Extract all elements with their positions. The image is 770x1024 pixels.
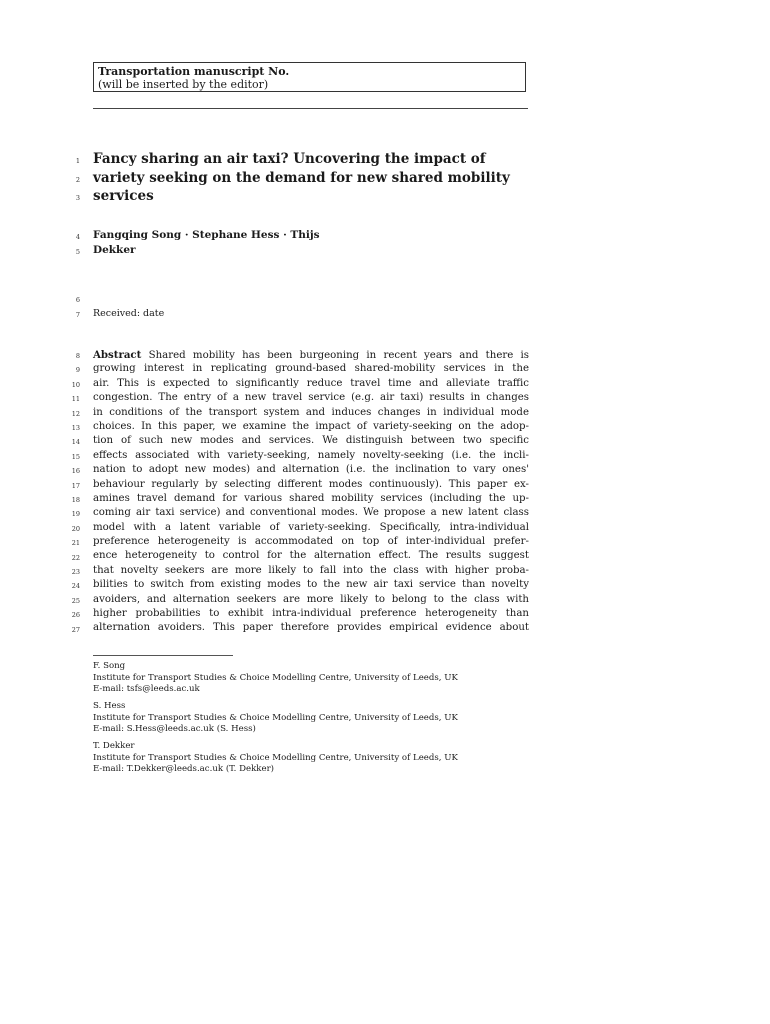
title-line: variety seeking on the demand for new shared mobility <box>93 169 510 186</box>
abstract-line: higher probabilities to exhibit intra-individual preference heterogeneity than <box>93 608 529 620</box>
line-number: 2 <box>75 176 80 184</box>
title-line: Fancy sharing an air taxi? Uncovering the impact of <box>93 151 486 167</box>
line-number: 5 <box>75 248 80 256</box>
line-number: 7 <box>75 311 80 319</box>
footnote-affiliation: Institute for Transport Studies & Choice Modelling Centre, University of Leeds, UK <box>93 712 458 723</box>
footnote-affiliation: Institute for Transport Studies & Choice Modelling Centre, University of Leeds, UK <box>93 672 458 683</box>
abstract <box>93 348 529 636</box>
abstract-line: in conditions of the transport system and induces changes in individual mode <box>93 406 529 418</box>
abstract-line: bilities to switch from existing modes to the new air taxi service than novelty <box>93 579 529 591</box>
line-number: 11 <box>71 395 80 403</box>
abstract-line: alternation avoiders. This paper therefore provides empirical evidence about <box>93 622 529 634</box>
footnote-dekker <box>93 741 523 776</box>
footnote-name: F. Song <box>93 661 126 671</box>
line-number: 10 <box>71 381 80 389</box>
line-number: 24 <box>71 582 80 590</box>
line-number: 17 <box>71 482 80 490</box>
line-number: 23 <box>71 568 80 576</box>
line-number: 1 <box>75 157 80 165</box>
line-number: 21 <box>71 539 80 547</box>
paper-title <box>93 150 533 206</box>
line-number: 9 <box>75 366 80 374</box>
abstract-line: amines travel demand for various shared mobility services (including the up- <box>93 492 529 504</box>
abstract-line: tion of such new modes and services. We distinguish between two specific <box>93 435 529 447</box>
abstract-line: behaviour regularly by selecting different modes continuously). This paper ex- <box>93 478 529 490</box>
header-rule <box>93 108 528 109</box>
line-number: 15 <box>71 453 80 461</box>
line-number: 25 <box>71 597 80 605</box>
abstract-line: model with a latent variable of variety-seeking. Specifically, intra-individual <box>93 521 529 533</box>
abstract-text: Shared mobility has been burgeoning in recent years and there is <box>148 350 529 361</box>
author-line: Fangqing Song · Stephane Hess · Thijs <box>93 229 320 241</box>
title-line: services <box>93 188 154 204</box>
line-number: 27 <box>71 626 80 634</box>
author-line: Dekker <box>93 244 136 256</box>
line-number: 12 <box>71 410 80 418</box>
footnote-email: E-mail: T.Dekker@leeds.ac.uk (T. Dekker) <box>93 764 275 775</box>
line-number: 20 <box>71 525 80 533</box>
line-number: 4 <box>75 233 80 241</box>
line-number: 22 <box>71 554 80 562</box>
abstract-line: nation to adopt new modes) and alternation (i.e. the inclination to vary ones' <box>93 464 529 476</box>
line-number: 13 <box>71 424 80 432</box>
line-number: 18 <box>71 496 80 504</box>
manuscript-label: Transportation manuscript No. <box>98 65 290 78</box>
footnote-name: S. Hess <box>93 701 126 711</box>
line-number: 3 <box>75 194 80 202</box>
abstract-line: avoiders, and alternation seekers are more likely to belong to the class with <box>93 593 529 605</box>
abstract-line: congestion. The entry of a new travel service (e.g. air taxi) results in changes <box>93 392 529 404</box>
line-number: 6 <box>75 296 80 304</box>
line-number: 16 <box>71 467 80 475</box>
line-number: 14 <box>71 438 80 446</box>
editor-note: (will be inserted by the editor) <box>98 78 269 91</box>
footnote-email: E-mail: S.Hess@leeds.ac.uk (S. Hess) <box>93 724 256 735</box>
manuscript-header-box <box>93 62 526 92</box>
abstract-line: preference heterogeneity is accommodated on top of inter-individual prefer- <box>93 536 529 548</box>
footnote-hess <box>93 701 523 736</box>
received-date: Received: date <box>93 308 165 319</box>
footnote-rule <box>93 655 233 656</box>
abstract-line: coming air taxi service) and conventional modes. We propose a new latent class <box>93 507 529 519</box>
line-number: 26 <box>71 611 80 619</box>
author-list <box>93 228 393 258</box>
footnote-email: E-mail: tsfs@leeds.ac.uk <box>93 684 200 695</box>
abstract-line: growing interest in replicating ground-based shared-mobility services in the <box>93 363 529 375</box>
abstract-line: choices. In this paper, we examine the impact of variety-seeking on the adop- <box>93 420 529 432</box>
abstract-line: ence heterogeneity to control for the alternation effect. The results suggest <box>93 550 529 562</box>
abstract-label: Abstract <box>93 349 142 361</box>
footnote-name: T. Dekker <box>93 741 135 751</box>
abstract-line: effects associated with variety-seeking, namely novelty-seeking (i.e. the incli- <box>93 449 529 461</box>
line-number: 19 <box>71 510 80 518</box>
line-number: 8 <box>75 352 80 360</box>
footnote-song <box>93 661 523 696</box>
abstract-line: air. This is expected to significantly reduce travel time and alleviate traffic <box>93 377 529 389</box>
abstract-line <box>93 348 529 362</box>
footnote-affiliation: Institute for Transport Studies & Choice Modelling Centre, University of Leeds, UK <box>93 752 458 763</box>
abstract-line: that novelty seekers are more likely to fall into the class with higher proba- <box>93 564 529 576</box>
